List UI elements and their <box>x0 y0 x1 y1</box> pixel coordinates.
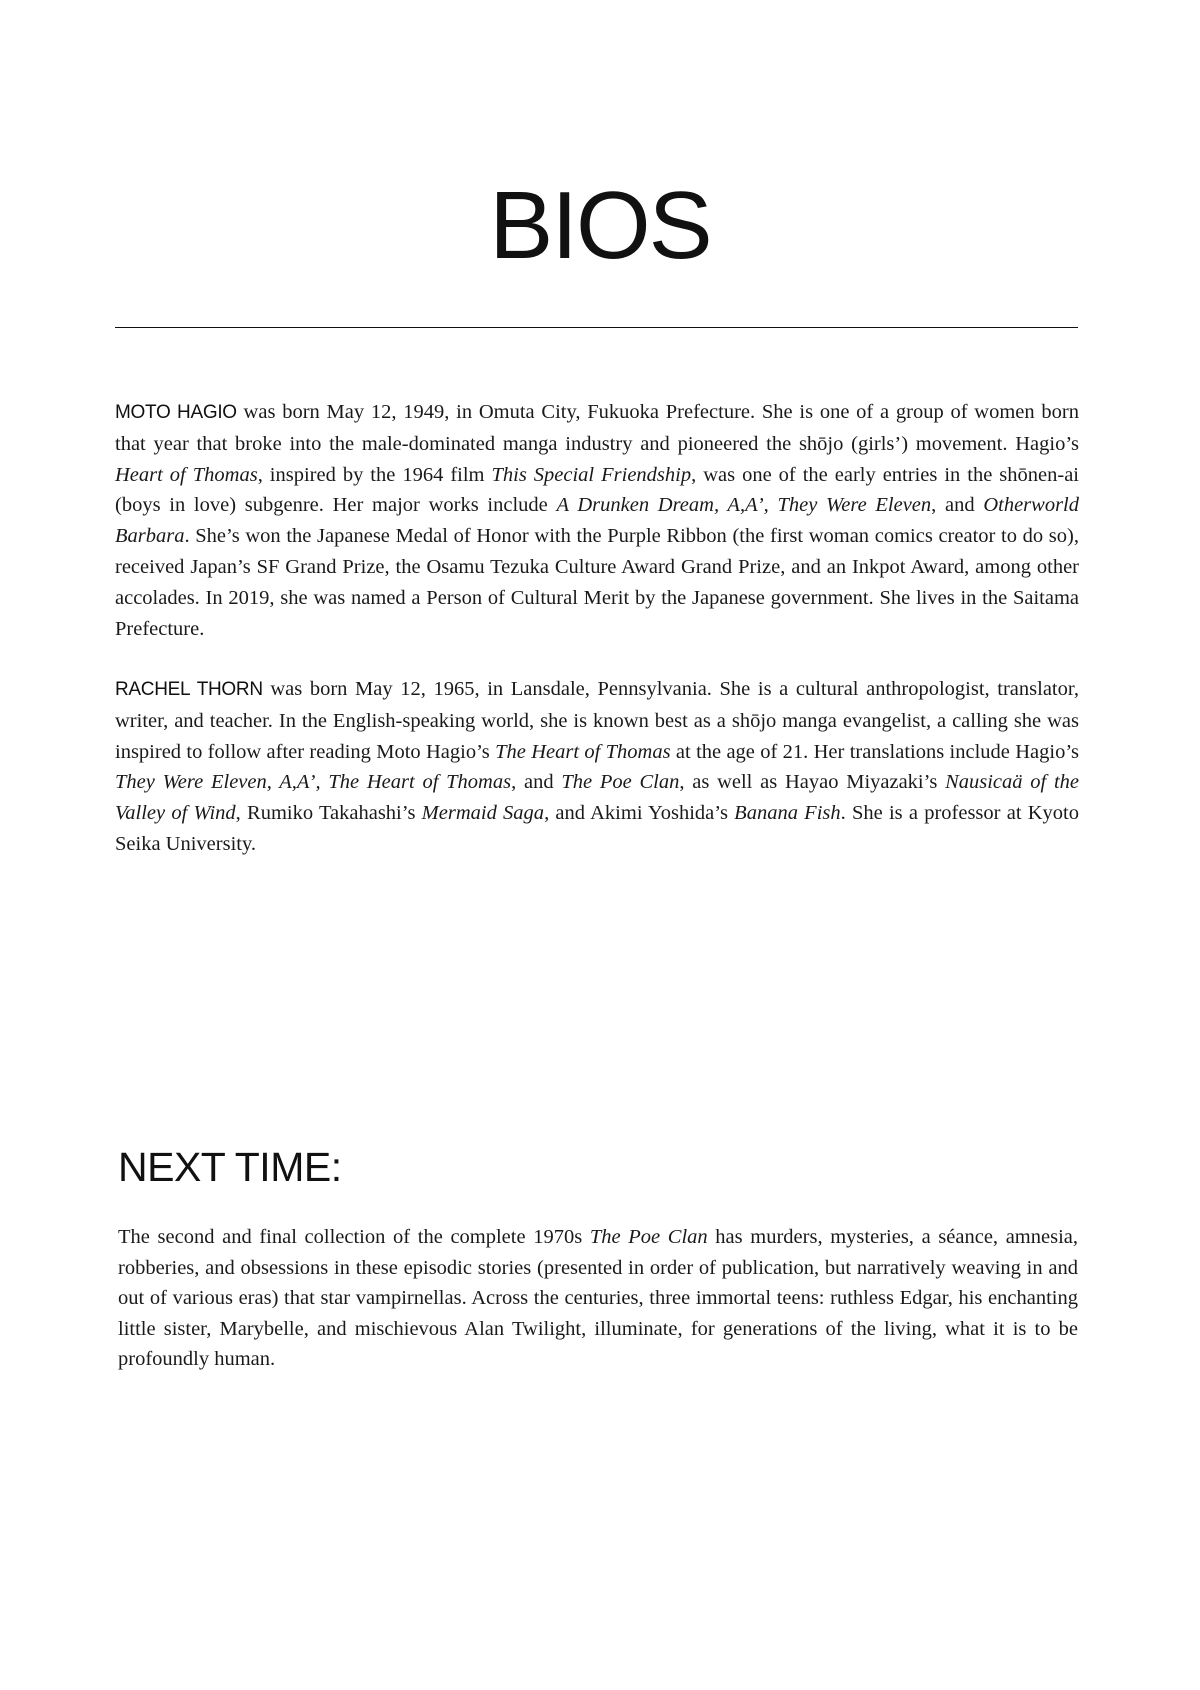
page-title: BIOS <box>489 172 711 279</box>
next-time-text: has murders, mysteries, a séance, amnesia, robberies, and obsessions in these episodic stories (presented in order of publication, but narratively weaving in and out of various eras) that star vampirnellas. Across the centuries, three immortal teens: ruthless Edgar, his enchanting little sister, Marybelle, and mischievous Alan Twilight, illuminate, for generations of the living, what it is to be profoundly human. <box>118 1226 1078 1370</box>
work-title: The Heart of Thomas <box>495 740 671 763</box>
work-title: Nausicaä of the Valley of Wind <box>115 771 1080 825</box>
bio-text: was born May 12, 1965, in Lansdale, Pennsylvania. She is a cultural anthropologist, translator, writer, and teacher. In the English-speaking world, she is known best as a shōjo manga evangelist, a calling she was inspired to follow after reading Moto Hagio’s <box>115 678 1079 763</box>
work-title: They Were Eleven, A,A’, The Heart of Thomas <box>115 771 512 794</box>
work-title: A Drunken Dream, A,A’, They Were Eleven <box>556 494 932 517</box>
next-time-text: The second and final collection of the complete 1970s <box>118 1226 590 1248</box>
title-divider <box>115 327 1078 328</box>
next-time-description <box>118 1222 1078 1375</box>
work-title: Banana Fish <box>734 802 841 825</box>
bio-text: was born May 12, 1949, in Omuta City, Fukuoka Prefecture. She is one of a group of women born that year that broke into the male-dominated manga industry and pioneered the shōjo (girls’) movement. Hagio’s <box>115 401 1079 455</box>
bio-text: , inspired by the 1964 film <box>257 463 492 486</box>
work-title: This Special Friendship <box>491 463 692 486</box>
work-title: Otherworld Barbara <box>115 494 1079 548</box>
bio-text: at the age of 21. Her translations include Hagio’s <box>670 740 1079 763</box>
work-title: Heart of Thomas <box>115 463 258 486</box>
next-time-heading: NEXT TIME: <box>118 1144 342 1190</box>
bio-name: RACHEL THORN <box>115 679 263 700</box>
work-title: Mermaid Saga <box>421 802 545 825</box>
bio-name: MOTO HAGIO <box>115 402 237 423</box>
work-title: The Poe Clan <box>561 771 680 794</box>
bio-text: , and Akimi Yoshida’s <box>544 802 735 825</box>
work-title: The Poe Clan <box>589 1226 708 1248</box>
bio-text: . She is a professor at Kyoto Seika University. <box>115 802 1080 855</box>
bio-moto-hagio <box>115 397 1079 644</box>
bio-text: , Rumiko Takahashi’s <box>235 802 422 825</box>
bio-text: , and <box>931 494 984 517</box>
bio-text: . She’s won the Japanese Medal of Honor with the Purple Ribbon (the first woman comics creator to do so), received Japan’s SF Grand Prize, the Osamu Tezuka Culture Award Grand Prize, and an Inkpot Award, among other accolades. In 2019, she was named a Person of Cultural Merit by the Japanese government. She lives in the Saitama Prefecture. <box>115 525 1079 640</box>
bio-rachel-thorn <box>115 674 1079 860</box>
bio-text: , and <box>511 771 562 794</box>
bio-text: , was one of the early entries in the shōnen-ai (boys in love) subgenre. Her major works include <box>115 463 1079 517</box>
bio-text: , as well as Hayao Miyazaki’s <box>679 771 946 794</box>
